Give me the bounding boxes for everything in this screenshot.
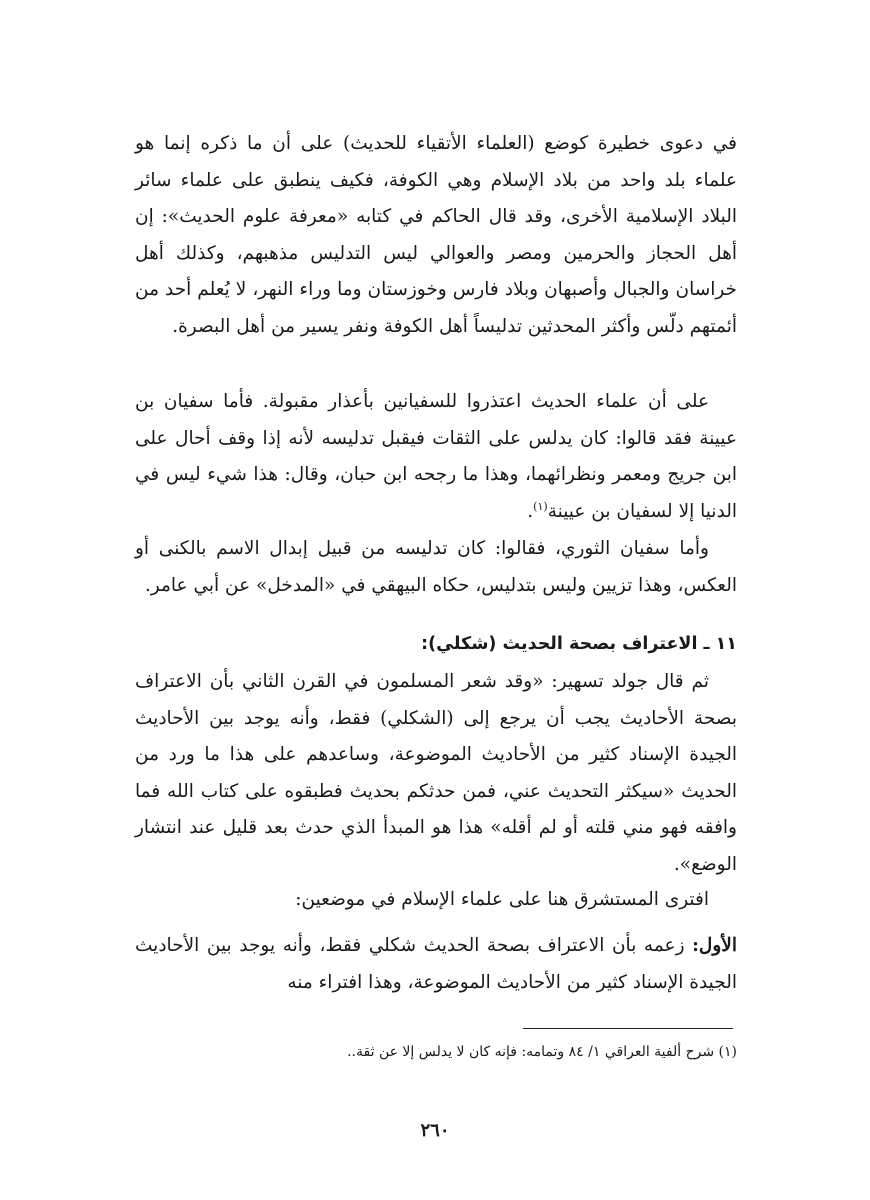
paragraph-3-text: وأما سفيان الثوري، فقالوا: كان تدليسه من قبيل إبدال الاسم بالكنى أو العكس، وهذا تزيين وليس بتدليس، حكاه البيهقي في «المدخل» عن أبي عامر. <box>135 538 737 596</box>
footnote-divider <box>523 1028 733 1029</box>
footnote-reference[interactable]: (١) <box>533 499 548 513</box>
paragraph-6-lead: الأول: <box>692 935 737 956</box>
paragraph-2 <box>135 384 737 530</box>
page-number: ٢٦٠ <box>420 1120 450 1141</box>
paragraph-6 <box>135 928 737 1001</box>
paragraph-5 <box>135 882 737 919</box>
footnote: (١) شرح ألفية العراقي ١/ ٨٤ وتمامه: فإنه كان لا يدلس إلا عن ثقة.. <box>347 1044 737 1060</box>
paragraph-2-end: . <box>527 500 534 522</box>
paragraph-5-text: افترى المستشرق هنا على علماء الإسلام في موضعين: <box>295 889 709 910</box>
paragraph-4-text: ثم قال جولد تسهير: «وقد شعر المسلمون في القرن الثاني بأن الاعتراف بصحة الأحاديث يجب أن يرجع إلى (الشكلي) فقط، وأنه يوجد بين الأحاديث الجيدة الإسناد كثير من الأحاديث الموضوعة، وساعدهم على هذا ما ورد من الحديث «سيكثر التحديث عني، فمن حدثكم بحديث فطبقوه على كتاب الله فما وافقه فهو مني قلته أو لم أقله» هذا هو المبدأ الذي حدث بعد قليل عند انتشار الوضع». <box>135 671 737 875</box>
paragraph-4 <box>135 664 737 883</box>
section-heading: ١١ ـ الاعتراف بصحة الحديث (شكلي): <box>421 634 737 654</box>
paragraph-3 <box>135 531 737 604</box>
paragraph-2-text: على أن علماء الحديث اعتذروا للسفيانين بأعذار مقبولة. فأما سفيان بن عيينة فقد قالوا: كان يدلس على الثقات فيقبل تدليسه لأنه إذا وقف أحال على ابن جريج ومعمر ونظرائهما، وهذا ما رجحه ابن حبان، وقال: هذا شيء ليس في الدنيا إلا لسفيان بن عيينة <box>135 391 737 522</box>
paragraph-6-text: زعمه بأن الاعتراف بصحة الحديث شكلي فقط، وأنه يوجد بين الأحاديث الجيدة الإسناد كثير من الأحاديث الموضوعة، وهذا افتراء منه <box>135 935 737 993</box>
paragraph-1: في دعوى خطيرة كوضع (العلماء الأتقياء للحديث) على أن ما ذكره إنما هو علماء بلد واحد من بلاد الإسلام وهي الكوفة، فكيف ينطبق على علماء سائر البلاد الإسلامية الأخرى، وقد قال الحاكم في كتابه «معرفة علوم الحديث»: إن أهل الحجاز والحرمين ومصر والعوالي ليس التدليس مذهبهم، وكذلك أهل خراسان والجبال وأصبهان وبلاد فارس وخوزستان وما وراء النهر، لا يُعلم أحد من أئمتهم دلّس وأكثر المحدثين تدليساً أهل الكوفة ونفر يسير من أهل البصرة. <box>135 133 737 337</box>
